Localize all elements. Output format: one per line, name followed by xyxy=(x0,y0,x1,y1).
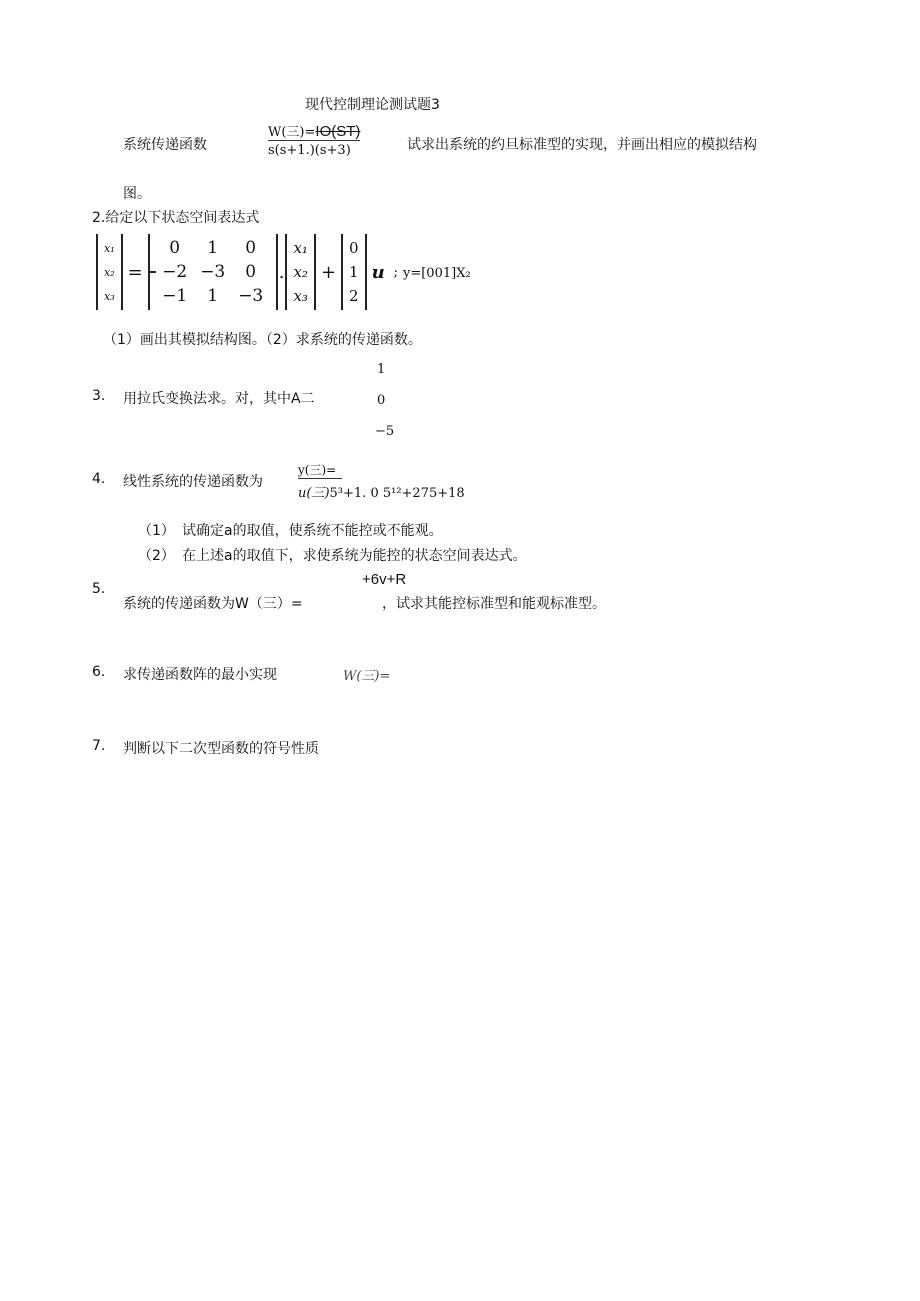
b-2: 1 xyxy=(349,263,359,281)
q6-text: 求传递函数阵的最小实现 xyxy=(123,667,277,683)
equals-sign: = xyxy=(127,261,143,283)
a-12: 1 xyxy=(207,238,219,258)
q4-transfer-fraction xyxy=(298,461,465,501)
q1-tail2: 图。 xyxy=(123,186,151,202)
q1-frac-num-strike: IO(ST) xyxy=(315,123,361,140)
q3-col-3: −5 xyxy=(375,424,395,435)
a-23: 0 xyxy=(245,262,257,282)
q1-frac-num-prefix: W(三)= xyxy=(268,125,316,140)
matrix-a xyxy=(148,234,278,310)
lhs-x2: x₂ xyxy=(104,265,115,279)
q4-number: 4. xyxy=(92,471,106,487)
a-21: −2 xyxy=(162,262,188,282)
q1-frac-den: s(s+1.)(s+3) xyxy=(268,140,360,158)
q1-transfer-fraction xyxy=(268,121,360,158)
q2-lead: 2.给定以下状态空间表达式 xyxy=(92,210,260,226)
q4-frac-den-a: u(三) xyxy=(298,486,330,501)
q4-frac-den-b: 5³+1. 0 5¹²+275+18 xyxy=(329,486,465,501)
page-title: 现代控制理论测试题3 xyxy=(305,97,440,113)
dot-sign: . xyxy=(278,261,285,283)
q2-sub-questions: （1）画出其模拟结构图。（2）求系统的传递函数。 xyxy=(103,332,422,348)
x1: x₁ xyxy=(293,239,308,257)
q7-number: 7. xyxy=(92,738,106,754)
q3-number: 3. xyxy=(92,388,106,404)
lhs-x3: x₃ xyxy=(104,289,115,303)
q4-sub1-text: 试确定a的取值，使系统不能控或不能观。 xyxy=(182,523,443,539)
a-13: 0 xyxy=(245,238,257,258)
q1-lead: 系统传递函数 xyxy=(123,137,207,153)
q5-text: 系统的传递函数为W（三）= xyxy=(123,596,303,612)
q3-col-1: 1 xyxy=(377,362,386,377)
matrix-b xyxy=(341,234,367,310)
q3-col-2: 0 xyxy=(377,393,386,408)
b-1: 0 xyxy=(349,239,359,257)
lhs-x1: x₁ xyxy=(104,241,115,255)
q4-sub1-number: （1） xyxy=(138,523,175,539)
q6-formula: W(三)= xyxy=(343,669,391,684)
x2: x₂ xyxy=(293,263,308,281)
q4-sub2-number: （2） xyxy=(138,548,175,564)
q4-text: 线性系统的传递函数为 xyxy=(123,474,263,490)
q7-text: 判断以下二次型函数的符号性质 xyxy=(123,741,319,757)
lhs-vector xyxy=(96,234,123,310)
state-space-equation xyxy=(96,234,398,310)
input-u: u xyxy=(371,261,385,283)
q4-frac-num: y(三)= xyxy=(298,461,342,479)
a-33: −3 xyxy=(238,286,264,306)
b-3: 2 xyxy=(349,287,359,305)
q4-sub2-text: 在上述a的取值下，求使系统为能控的状态空间表达式。 xyxy=(182,548,527,564)
a-11: 0 xyxy=(169,238,181,258)
a-22: −3 xyxy=(200,262,226,282)
q1-tail: 试求出系统的约旦标准型的实现，并画出相应的模拟结构 xyxy=(407,137,757,153)
q5-number: 5. xyxy=(92,581,106,597)
plus-sign: + xyxy=(320,261,337,283)
state-vector xyxy=(285,234,315,310)
q6-number: 6. xyxy=(92,664,106,680)
q3-text: 用拉氏变换法求。对，其中A二 xyxy=(123,391,315,407)
a-32: 1 xyxy=(207,286,219,306)
a-31: −1 xyxy=(162,286,188,306)
semicolon: ; xyxy=(393,264,399,280)
x3: x₃ xyxy=(293,287,308,305)
q2-output-equation: y=[001]X₂ xyxy=(403,266,471,281)
q5-tail: ，试求其能控标准型和能观标准型。 xyxy=(382,596,606,612)
q5-numerator: +6v+R xyxy=(362,571,407,588)
